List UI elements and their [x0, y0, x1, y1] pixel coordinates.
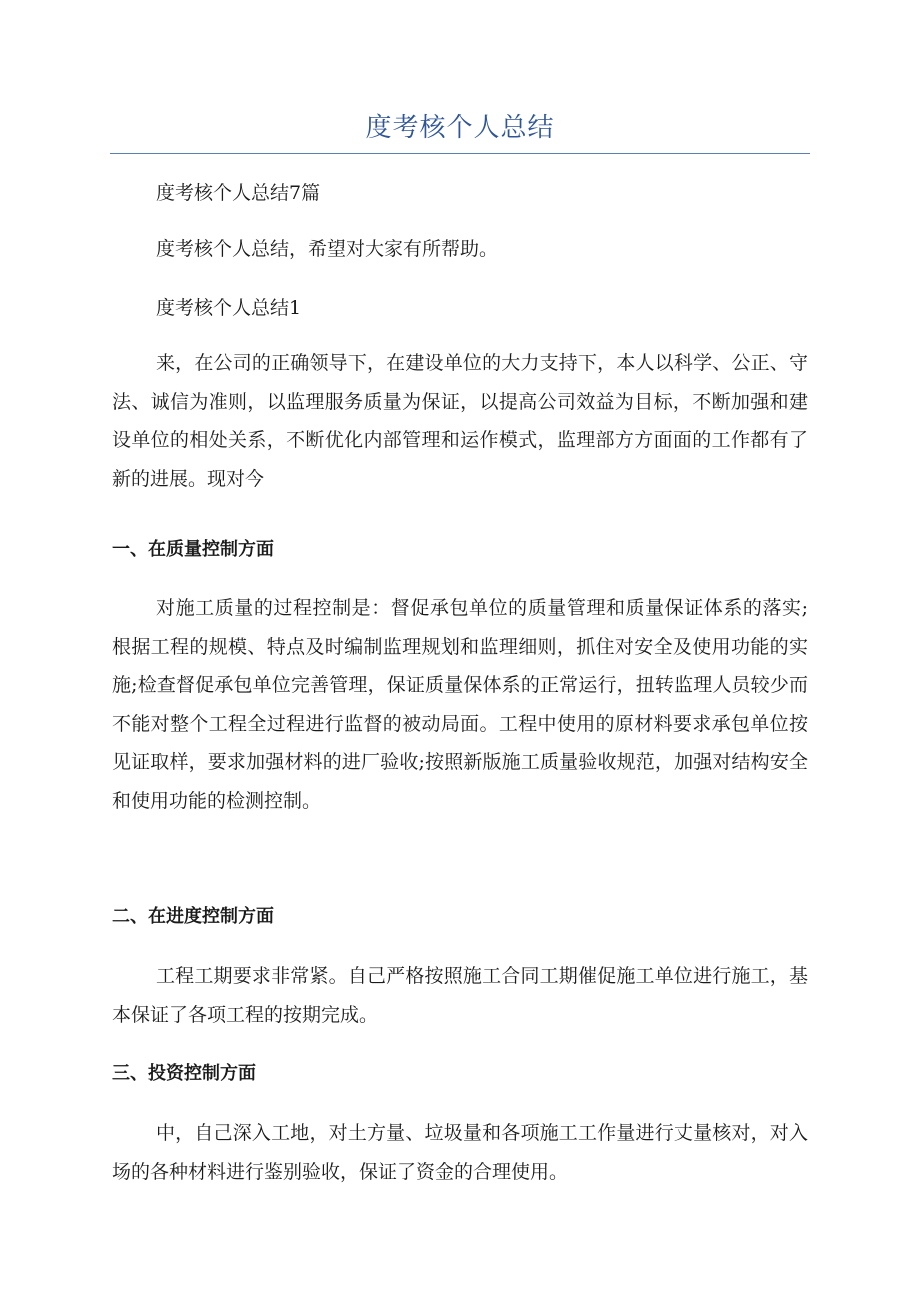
heading-quality-control: 一、在质量控制方面	[112, 539, 274, 560]
paragraph-opening: 来，在公司的正确领导下，在建设单位的大力支持下，本人以科学、公正、守法、诚信为准则，以监理服务质量为保证，以提高公司效益为目标，不断加强和建设单位的相处关系，不断优化内部管理和运作模式，监理部方方面面的工作都有了新的进展。现对今	[112, 352, 808, 490]
intro-line: 度考核个人总结，希望对大家有所帮助。	[156, 238, 499, 260]
subtitle-line: 度考核个人总结7篇	[156, 182, 321, 204]
paragraph-schedule-control: 工程工期要求非常紧。自己严格按照施工合同工期催促施工单位进行施工，基本保证了各项工程的按期完成。	[112, 965, 808, 1026]
page-title: 度考核个人总结	[365, 113, 555, 143]
section-label: 度考核个人总结1	[156, 297, 302, 319]
paragraph-investment-control: 中，自己深入工地，对土方量、垃圾量和各项施工工作量进行丈量核对，对入场的各种材料进行鉴别验收，保证了资金的合理使用。	[112, 1122, 808, 1183]
heading-schedule-control: 二、在进度控制方面	[112, 906, 274, 927]
paragraph-quality-control: 对施工质量的过程控制是：督促承包单位的质量管理和质量保证体系的落实;根据工程的规模、特点及时编制监理规划和监理细则，抓住对安全及使用功能的实施;检查督促承包单位完善管理，保证质量保体系的正常运行，扭转监理人员较少而不能对整个工程全过程进行监督的被动局面。工程中使用的原材料要求承包单位按见证取样，要求加强材料的进厂验收;按照新版施工质量验收规范，加强对结构安全和使用功能的检测控制。	[112, 597, 808, 812]
title-underline	[110, 153, 810, 154]
heading-investment-control: 三、投资控制方面	[112, 1063, 256, 1084]
